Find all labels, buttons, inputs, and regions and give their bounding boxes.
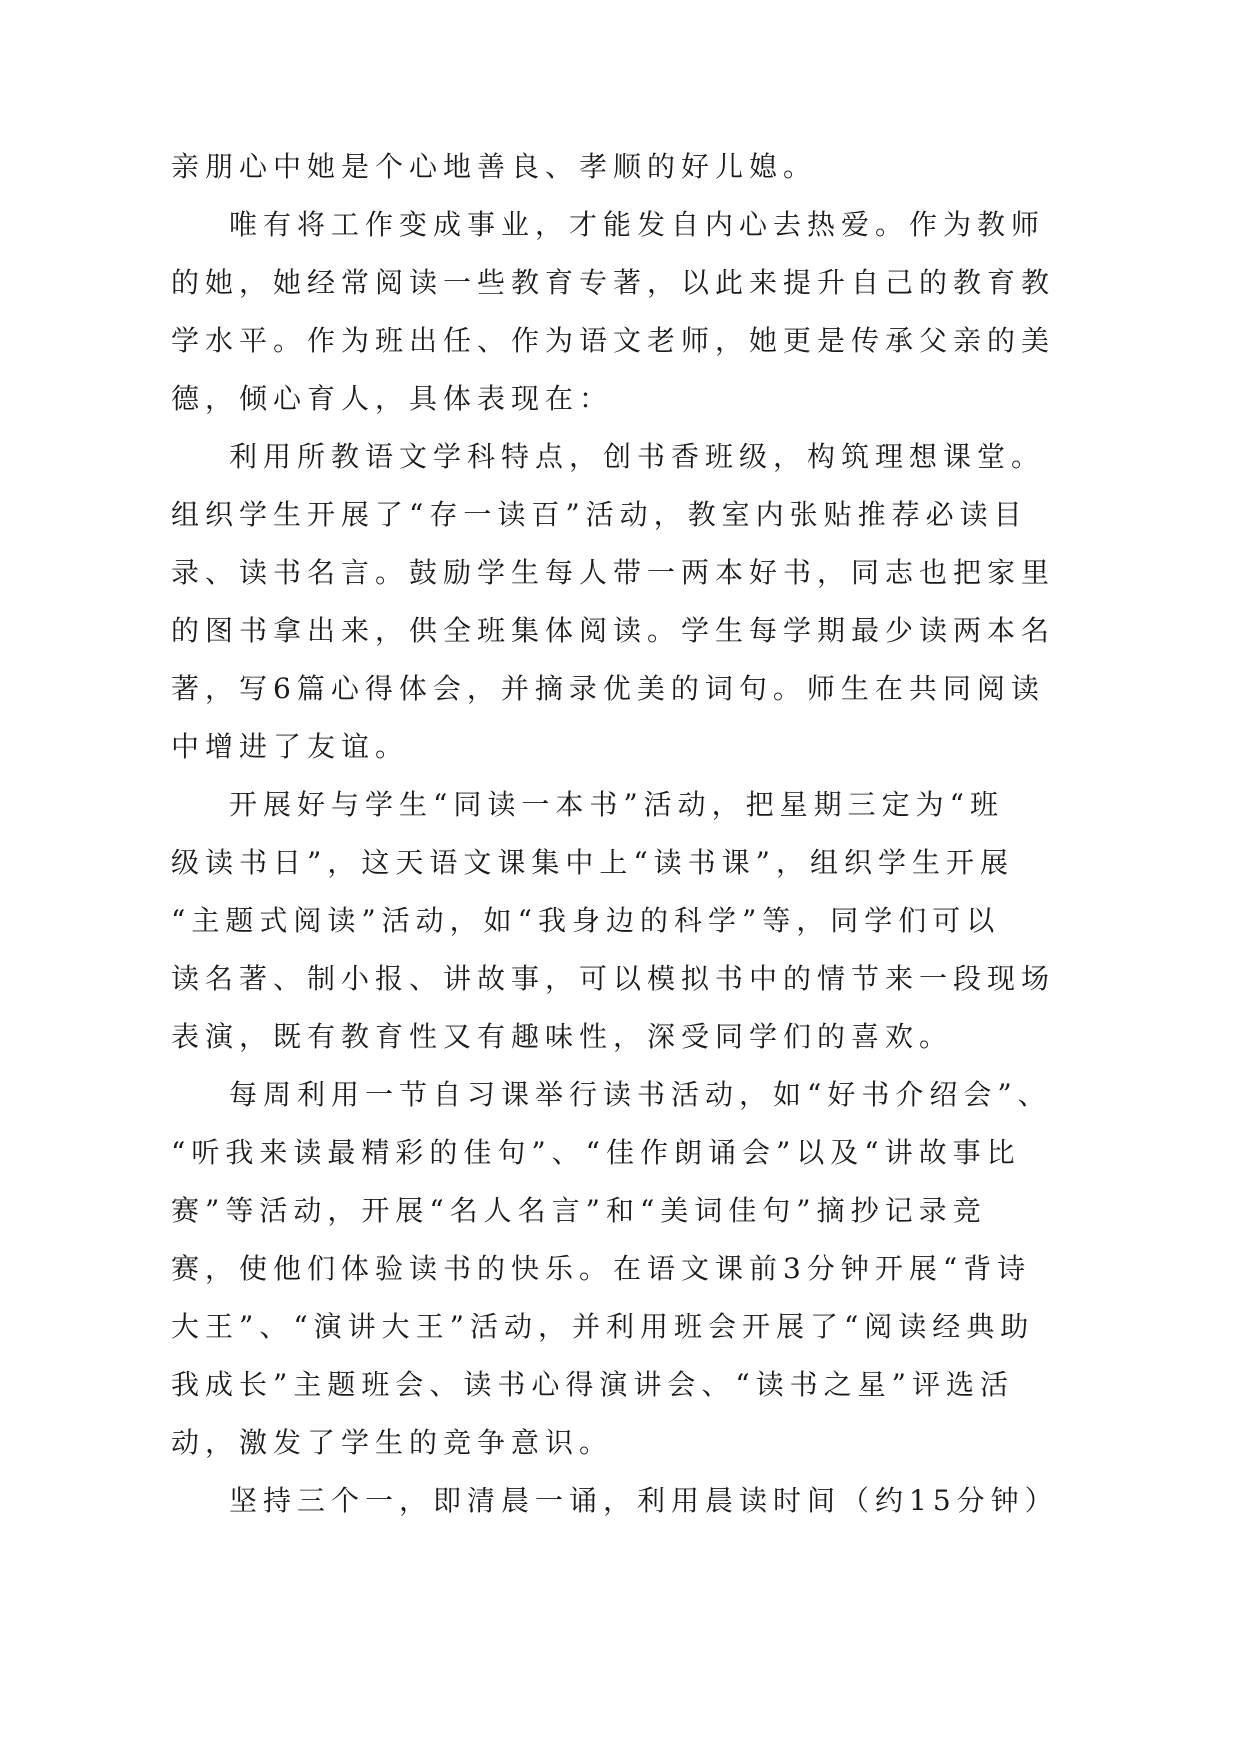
text-line: 坚持三个一，即清晨一诵，利用晨读时间（约15分钟）	[229, 1484, 1059, 1517]
text-line: 亲朋心中她是个心地善良、孝顺的好儿媳。	[171, 150, 818, 183]
body-text	[171, 138, 1059, 1530]
text-line: 唯有将工作变成事业，才能发自内心去热爱。作为教师	[229, 208, 1046, 241]
text-line: 大王”、“演讲大王”活动，并利用班会开展了“阅读经典助	[171, 1310, 1035, 1343]
text-line: 每周利用一节自习课举行读书活动，如“好书介绍会”、	[229, 1078, 1052, 1111]
text-line: “主题式阅读”活动，如“我身边的科学”等，同学们可以	[171, 904, 1001, 937]
text-line: 的图书拿出来，供全班集体阅读。学生每学期最少读两本名	[171, 614, 1056, 647]
text-line: 德，倾心育人，具体表现在：	[171, 382, 614, 415]
text-line: 赛”等活动，开展“名人名言”和“美词佳句”摘抄记录竞	[171, 1194, 987, 1227]
text-line: 表演，既有教育性又有趣味性，深受同学们的喜欢。	[171, 1020, 954, 1053]
text-line: 学水平。作为班出任、作为语文老师，她更是传承父亲的美	[171, 324, 1056, 357]
text-line: 的她，她经常阅读一些教育专著，以此来提升自己的教育教	[171, 266, 1056, 299]
text-line: 我成长”主题班会、读书心得演讲会、“读书之星”评选活	[171, 1368, 1014, 1401]
text-line: 动，激发了学生的竞争意识。	[171, 1426, 614, 1459]
text-line: 开展好与学生“同读一本书”活动，把星期三定为“班	[229, 788, 1004, 821]
text-line: 录、读书名言。鼓励学生每人带一两本好书，同志也把家里	[171, 556, 1056, 589]
text-line: 中增进了友谊。	[171, 730, 410, 763]
text-line: 级读书日”，这天语文课集中上“读书课”，组织学生开展	[171, 846, 1014, 879]
text-line: 利用所教语文学科特点，创书香班级，构筑理想课堂。	[229, 440, 1046, 473]
text-line: “听我来读最精彩的佳句”、“佳作朗诵会”以及“讲故事比	[171, 1136, 1021, 1169]
text-line: 读名著、制小报、讲故事，可以模拟书中的情节来一段现场	[171, 962, 1056, 995]
text-line: 赛，使他们体验读书的快乐。在语文课前3分钟开展“背诗	[171, 1252, 1032, 1285]
text-line: 著，写6篇心得体会，并摘录优美的词句。师生在共同阅读	[171, 672, 1045, 705]
text-line: 组织学生开展了“存一读百”活动，教室内张贴推荐必读目	[171, 498, 1028, 531]
